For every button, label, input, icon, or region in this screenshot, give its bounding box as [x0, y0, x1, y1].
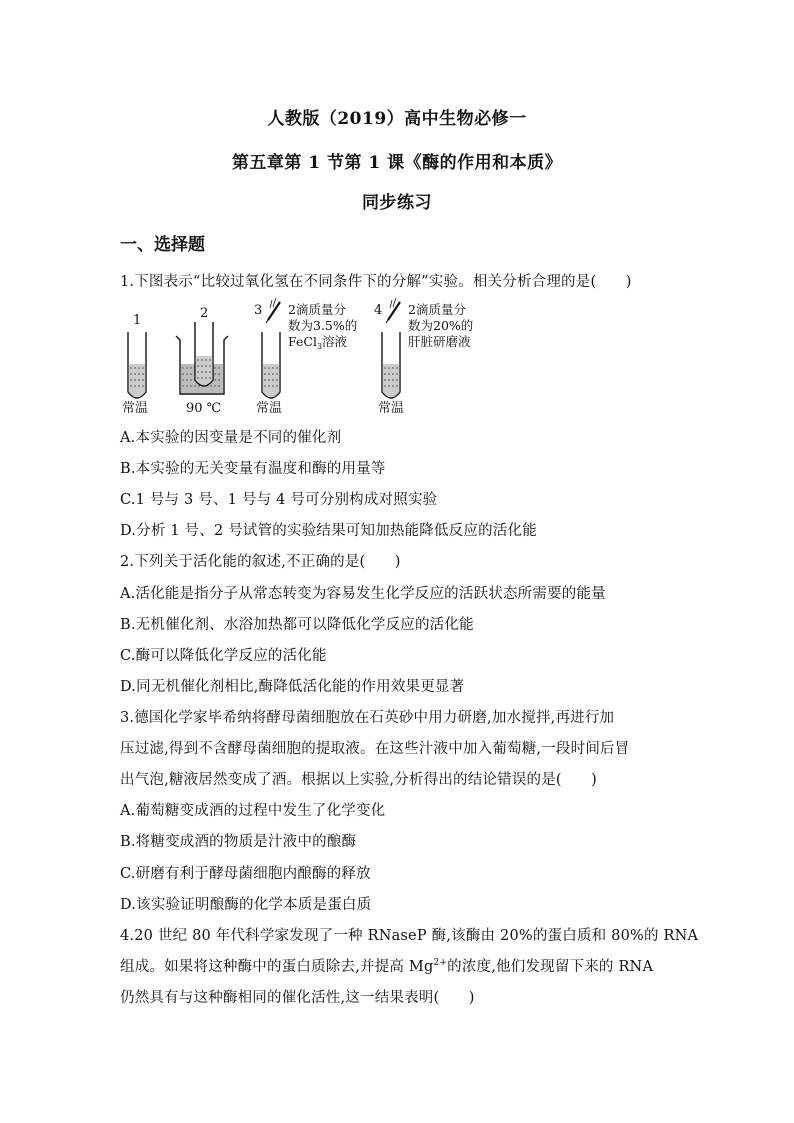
q3-stem-line2: 压过滤,得到不含酵母菌细胞的提取液。在这些汁液中加入葡萄糖,一段时间后冒 [120, 741, 630, 757]
q4-stem-line3: 仍然具有与这种酶相同的催化活性,这一结果表明( ) [120, 990, 475, 1006]
q1-option-b: B.本实验的无关变量有温度和酶的用量等 [120, 461, 386, 477]
tube-3-number: 3 [254, 303, 263, 318]
tube-2-label: 90 ℃ [186, 401, 222, 416]
q1-stem: 1.下图表示“比较过氧化氢在不同条件下的分解”实验。相关分析合理的是( ) [120, 274, 632, 290]
q4-stem-line1: 4.20 世纪 80 年代科学家发现了一种 RNaseP 酶,该酶由 20%的蛋白质和 80%的 RNA [120, 928, 699, 944]
dropper-3-icon [266, 298, 280, 323]
dropper-4-icon [386, 298, 400, 323]
tube-1 [122, 313, 148, 416]
tube-2-number: 2 [200, 306, 209, 321]
tube-3-note-line2: 数为3.5%的 [288, 318, 358, 333]
tube-3-label: 常温 [256, 401, 283, 416]
tube-1-label: 常温 [122, 401, 149, 416]
tube-4-number: 4 [374, 303, 383, 318]
tube-3-note-line3: FeCl$_3$溶液 [288, 334, 348, 351]
q3-option-b: B.将糖变成酒的物质是汁液中的酿酶 [120, 834, 357, 850]
tube-1-number: 1 [133, 313, 142, 328]
q1-option-a: A.本实验的因变量是不同的催化剂 [120, 430, 342, 446]
tube-4 [374, 298, 473, 416]
tube-4-label: 常温 [378, 401, 405, 416]
q2-option-c: C.酶可以降低化学反应的活化能 [120, 648, 327, 664]
q1-option-c: C.1 号与 3 号、1 号与 4 号可分别构成对照实验 [120, 492, 438, 508]
q2-option-a: A.活化能是指分子从常态转变为容易发生化学反应的活跃状态所需要的能量 [120, 586, 606, 602]
section-heading: 一、选择题 [120, 235, 205, 255]
q3-stem-line3: 出气泡,糖液居然变成了酒。根据以上实验,分析得出的结论错误的是( ) [120, 772, 598, 788]
tube-4-note-line2: 数为20%的 [408, 318, 474, 333]
title-chapter: 第五章第 1 节第 1 课《酶的作用和本质》 [231, 153, 563, 173]
title-textbook: 人教版（2019）高中生物必修一 [267, 109, 527, 129]
tube-2-beaker [176, 306, 228, 416]
q2-option-b: B.无机催化剂、水浴加热都可以降低化学反应的活化能 [120, 617, 474, 633]
q3-option-d: D.该实验证明酿酶的化学本质是蛋白质 [120, 897, 372, 913]
q1-option-d: D.分析 1 号、2 号试管的实验结果可知加热能降低反应的活化能 [120, 523, 537, 539]
q3-stem-line1: 3.德国化学家毕希纳将酵母菌细胞放在石英砂中用力研磨,加水搅拌,再进行加 [120, 710, 615, 726]
tube-4-note-line1: 2滴质量分 [408, 302, 466, 317]
tube-4-note-line3: 肝脏研磨液 [408, 334, 471, 349]
q3-option-c: C.研磨有利于酵母菌细胞内酿酶的释放 [120, 866, 371, 882]
q2-stem: 2.下列关于活化能的叙述,不正确的是( ) [120, 554, 401, 570]
q2-option-d: D.同无机催化剂相比,酶降低活化能的作用效果更显著 [120, 679, 465, 695]
tube-3 [254, 298, 357, 416]
test-tube-figure [112, 298, 512, 424]
title-practice: 同步练习 [362, 193, 432, 213]
q4-stem-line2: 组成。如果将这种酶中的蛋白质除去,并提高 $Mg^{2+}$的浓度,他们发现留下来的 RNA [120, 958, 654, 975]
q3-option-a: A.葡萄糖变成酒的过程中发生了化学变化 [120, 803, 386, 819]
tube-3-note-line1: 2滴质量分 [288, 302, 346, 317]
